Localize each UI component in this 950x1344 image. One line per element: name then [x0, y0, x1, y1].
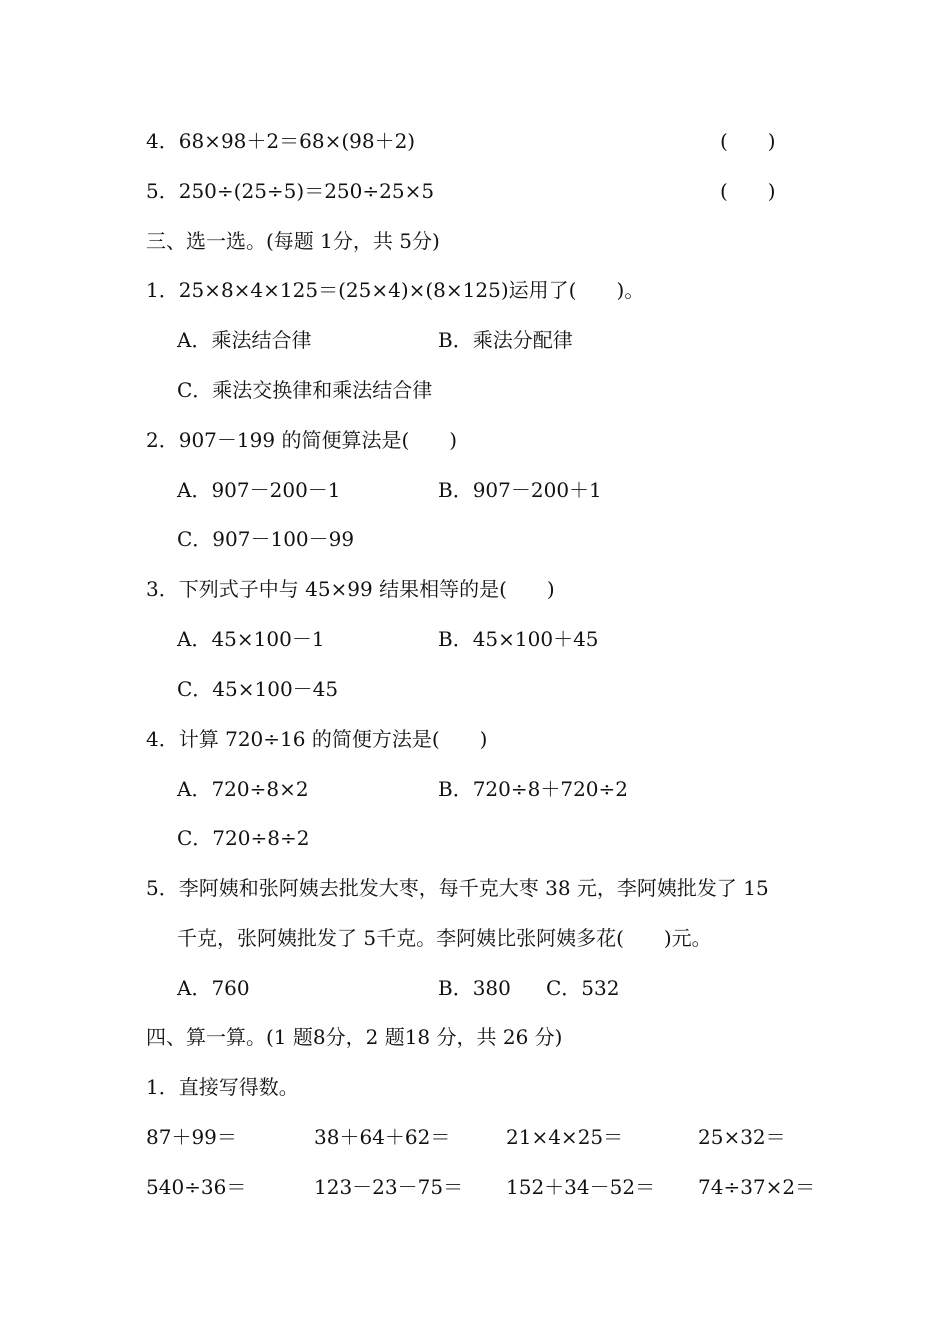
section-heading-3: 三、选一选。(每题 1分，共 5分) [146, 229, 440, 253]
question-3 [146, 576, 555, 602]
question-5 [146, 875, 769, 901]
calc-item: 87＋99＝ [146, 1125, 237, 1149]
question-stem: 25×8×4×125＝(25×4)×(8×125)运用了( )。 [178, 278, 645, 302]
option-c[interactable]: C．45×100－45 [177, 677, 339, 701]
judge-item-4 [146, 128, 415, 154]
option-b[interactable]: B．720÷8＋720÷2 [438, 777, 629, 801]
option-b[interactable]: B．380 [438, 976, 511, 1000]
option-c[interactable]: C．乘法交换律和乘法结合律 [177, 378, 433, 402]
question-stem-line1: 李阿姨和张阿姨去批发大枣，每千克大枣 38 元，李阿姨批发了 15 [178, 876, 769, 900]
calc-item: 123－23－75＝ [314, 1175, 464, 1199]
option-c[interactable]: C．720÷8÷2 [177, 826, 310, 850]
question-1 [146, 277, 644, 303]
subsection-1: 1．直接写得数。 [146, 1075, 299, 1099]
option-b[interactable]: B．45×100＋45 [438, 627, 599, 651]
question-2 [146, 427, 457, 453]
question-number: 5． [146, 876, 179, 900]
option-c[interactable]: C．532 [546, 976, 620, 1000]
option-a[interactable]: A．720÷8×2 [177, 777, 309, 801]
option-a[interactable]: A．45×100－1 [177, 627, 325, 651]
calc-item: 25×32＝ [698, 1125, 786, 1149]
option-c[interactable]: C．907－100－99 [177, 527, 355, 551]
option-a[interactable]: A．乘法结合律 [177, 328, 312, 352]
question-stem-line2: 千克，张阿姨批发了 5千克。李阿姨比张阿姨多花( )元。 [177, 926, 712, 950]
calc-item: 540÷36＝ [146, 1175, 247, 1199]
question-number: 2． [146, 428, 179, 452]
question-number: 1． [146, 278, 179, 302]
calc-item: 38＋64＋62＝ [314, 1125, 451, 1149]
item-text: 250÷(25÷5)＝250÷25×5 [178, 179, 435, 203]
item-text: 68×98＋2＝68×(98＋2) [178, 129, 416, 153]
calc-item: 152＋34－52＝ [506, 1175, 656, 1199]
option-a[interactable]: A．760 [177, 976, 250, 1000]
calc-item: 21×4×25＝ [506, 1125, 624, 1149]
answer-paren[interactable]: ( ) [720, 179, 776, 203]
calc-item: 74÷37×2＝ [698, 1175, 816, 1199]
question-stem: 计算 720÷16 的简便方法是( ) [178, 727, 488, 751]
question-stem: 907－199 的简便算法是( ) [178, 428, 458, 452]
question-stem: 下列式子中与 45×99 结果相等的是( ) [178, 577, 555, 601]
item-number: 5． [146, 179, 179, 203]
option-b[interactable]: B．乘法分配律 [438, 328, 573, 352]
answer-paren[interactable]: ( ) [720, 129, 776, 153]
option-b[interactable]: B．907－200＋1 [438, 478, 602, 502]
judge-item-5 [146, 178, 434, 204]
question-4 [146, 726, 487, 752]
question-number: 3． [146, 577, 179, 601]
item-number: 4． [146, 129, 179, 153]
question-number: 4． [146, 727, 179, 751]
section-heading-4: 四、算一算。(1 题8分，2 题18 分，共 26 分) [146, 1025, 563, 1049]
option-a[interactable]: A．907－200－1 [177, 478, 341, 502]
